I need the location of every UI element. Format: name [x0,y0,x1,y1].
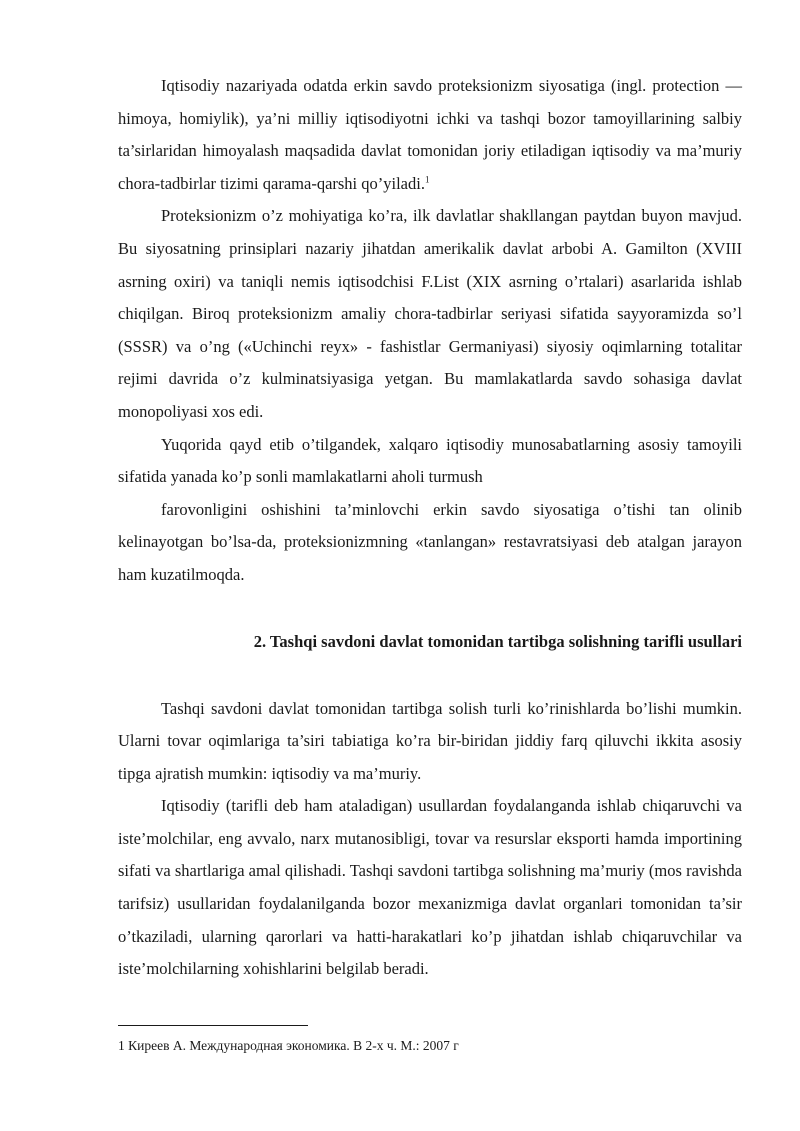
paragraph-regulation-types: Tashqi savdoni davlat tomonidan tartibga solish turli ko’rinishlarda bo’lishi mumkin. Ularni tovar oqimlariga ta’siri tabiatiga ko’ra bir-biridan jiddiy farq qiluvchi ikkita asosiy tipga ajratish mumkin: iqtisodiy va ma’muriy. [118,698,742,783]
paragraph-continuation: farovonligini oshishini ta’minlovchi erkin savdo siyosatiga o’tishi tan olinib kelinayotgan bo’lsa-da, proteksionizmning «tanlangan» restavratsiyasi deb atalgan jarayon ham kuzatilmoqda. [118,499,742,584]
paragraph-protectionism-history: Proteksionizm o’z mohiyatiga ko’ra, ilk davlatlar shakllangan paytdan buyon mavjud. Bu siyosatning prinsiplari nazariy jihatdan amerikalik davlat arbobi A. Gamilton (XVIII asrning oxiri) va taniqli nemis iqtisodchisi F.List (XIX asrning o’rtalari) asarlarida ishlab chiqilgan. Biroq proteksionizm amaliy chora-tadbirlar seriyasi sifatida sayyoramizda so’l (SSSR) va o’ng («Uchinchi reyx» - fashistlar Germaniyasi) siyosiy oqimlarning totalitar rejimi davrida o’z kulminatsiyasiga yetgan. Bu mamlakatlarda savdo sohasiga davlat monopoliyasi xos edi. [118,206,742,421]
footnote-text: 1 Киреев А. Международная экономика. В 2-х ч. М.: 2007 г [118,1038,459,1053]
section-heading: 2. Tashqi savdoni davlat tomonidan tartibga solishning tarifli usullari [253,631,742,651]
footnote-marker: 1 [424,174,430,185]
footnote-divider [118,1025,308,1026]
document-body [118,70,742,986]
paragraph-text: Iqtisodiy nazariyada odatda erkin savdo proteksionizm siyosatiga (ingl. protection — himoya, homiylik), ya’ni milliy iqtisodiyotni ichki va tashqi bozor tamoyillarining salbiy ta’sirlaridan himoyalash maqsadida davlat tomonidan joriy etiladigan iqtisodiy va ma’muriy chora-tadbirlar tizimi qarama-qarshi qo’yiladi. [118,76,742,193]
paragraph-economic-methods: Iqtisodiy (tarifli deb ham ataladigan) usullardan foydalanganda ishlab chiqaruvchi va iste’molchilar, eng avvalo, narx mutanosibligi, tovar va resurslar eksporti hamda importining sifati va shartlariga amal qilishadi. Tashqi savdoni tartibga solishning ma’muriy (mos ravishda tarifsiz) usullaridan foydalanilganda bozor mexanizmiga davlat organlari tomonidan ta’sir o’tkaziladi, ularning qarorlari va hatti-harakatlari ko’p jihatdan ishlab chiqaruvchilar va iste’molchilarning xohishlarini belgilab beradi. [118,796,742,979]
paragraph-free-trade [118,70,742,200]
paragraph-intro-fragment: Yuqorida qayd etib o’tilgandek, xalqaro iqtisodiy munosabatlarning asosiy tamoyili sifatida yanada ko’p sonli mamlakatlarni aholi turmush [118,434,742,487]
